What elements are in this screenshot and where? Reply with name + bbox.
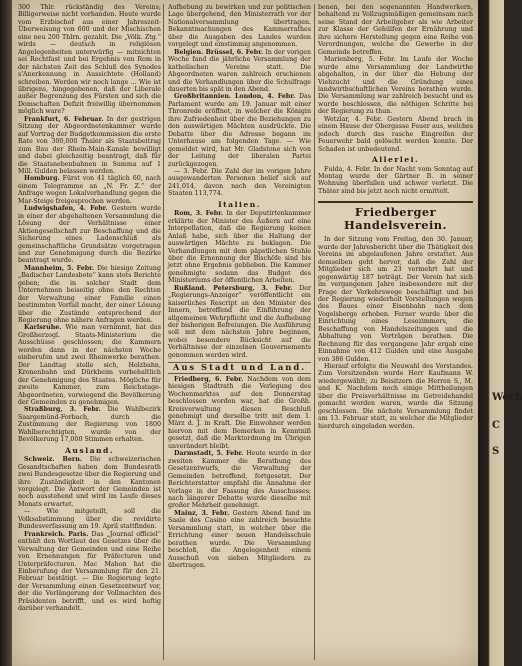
paragraph-text: In der vorigen Woche fand die jährliche Versammlung der katholischen Vereine statt. Die Abgeordneten waren zahlreich erschienen und die Verhandlungen über die Schulfrage dauerten bis spät in den Abend. (168, 48, 312, 93)
dateline: Mainz, 3. Febr. (174, 509, 230, 517)
paragraph (168, 450, 311, 510)
column-2 (168, 4, 311, 660)
next-page-fragment: Wech (492, 392, 522, 403)
paragraph (18, 205, 161, 265)
article-title: Friedberger Handelsverein. (318, 201, 473, 232)
paragraph: Fulda, 4. Febr. In der Nacht vom Sonntag auf Montag wurde der Gärtner B. in seiner Wohnung überfallen und schwer verletzt. Die Thäter sind bis jetzt noch nicht ermittelt. (318, 165, 473, 195)
section-heading: Allerlei. (371, 155, 420, 165)
paragraph-text: Gestern Abend fand im Saale des Casino eine zahlreich besuchte Versammlung statt, in welcher über die Errichtung einer neuen Handelsschule berathen wurde. Die Versammlung beschloß, die Angelegenheit einem Ausschuß von sieben Mitgliedern zu übertragen. (168, 509, 311, 570)
paragraph (18, 116, 161, 176)
paragraph (18, 175, 161, 205)
paragraph-text: Das „Journal officiel“ enthält den Wortlaut des Gesetzes über die Verwaltung der Gemeinden und eine Reihe von Ernennungen für Präfecturen und Unterpräfecturen. Mac Mahon hat die Einberufung der Versammlung für den 21. Februar bestätigt. — Die Regierung legte der Versammlung einen Gesetzentwurf vor, der die Verlängerung der Vollmachten des Präsidenten betrifft, und es wird heftig darüber verhandelt. (18, 530, 161, 613)
column-divider (314, 4, 315, 660)
dateline: Homburg. (24, 175, 60, 183)
dateline: Frankfurt, 6. Februar. (24, 115, 104, 123)
paragraph-text: Das Parlament wurde am 19. Januar mit einer Thronrede eröffnet, in welcher die Königin ihre Zufriedenheit über die Beziehungen zu den auswärtigen Mächten ausdrückte. Die Debatte über die Adresse begann im Unterhause am folgenden Tage. — Wie gemeldet wird, hat Mr. Gladstone sich von der Leitung der liberalen Partei zurückgezogen. (168, 93, 311, 168)
paragraph-text: Fürst von 41 täglich 60, nach einem Telegramme an „N. Fr. Z.“ der Anfrage wegen Lokalverhandlung gegen die Mar-Steige freigesprochen werden. (18, 175, 161, 205)
paragraph (18, 531, 161, 613)
dateline: Großbritannien. London, 4. Febr. (174, 93, 296, 101)
paragraph: Wetzlar, 4. Febr. Gestern Abend brach in einem Hause der Obergasse Feuer aus, welches jedoch durch das rasche Eingreifen der Feuerwehr bald gelöscht werden konnte. Der Schaden ist unbedeutend. (318, 115, 473, 153)
paragraph (168, 510, 311, 570)
paragraph-text: Der „Regierungs-Anzeiger“ veröffentlicht ein kaiserliches Rescript an den Minister des Innern, betreffend die Einführung der allgemeinen Wehrpflicht und die Aufhebung der bisherigen Befreiungen. Die Ausführung soll mit dem nächsten Jahre beginnen, wobei besondere Rücksicht auf die Verhältnisse der einzelnen Gouvernements genommen werden wird. (168, 284, 311, 359)
paragraph (18, 456, 161, 508)
paragraph (168, 49, 311, 94)
dateline: Friedberg, 6. Febr. (174, 375, 244, 383)
section-heading: Italien. (218, 199, 261, 209)
paragraph-text: Die Wahlbezirk Saargemünd-Forbach, durch die Zustimmung der Regierung von 1800 Wahlberechtigten, wurde von der Bevölkerung 17,000 Stimmen erhalten. (18, 406, 161, 444)
paragraph (168, 285, 311, 360)
paragraph (18, 324, 161, 406)
paragraph (18, 406, 161, 443)
next-page-fragment: C (492, 420, 500, 431)
paragraph-text: Gestern wurde in einer der abgehaltenen Versammlung die Lösung der Verhältnisse einer Aktiengesellschaft zur Beschaffung und die Sicherung eines Ladenschluß als gemeinschaftliche Grundsätze vorgetragen und zur Genehmigung durch die Bezirke beantragt wurde. (18, 205, 161, 265)
paragraph: In der Sitzung vom Freitag, den 30. Januar, wurde der Jahresbericht über die Thätigkeit des Vereins im abgelaufenen Jahre erstattet. Aus demselben geht hervor, daß die Zahl der Mitglieder sich um 23 vermehrt hat und gegenwärtig 187 beträgt. Der Verein hat sich im vergangenen Jahre insbesondere mit der Frage der Verkehrswege beschäftigt und bei der Regierung wiederholt Vorstellungen wegen des Baues einer Eisenbahn nach dem Vogelsberge erhoben. Ferner wurde über die Einrichtung eines Lesezimmers, die Beschaffung von Handelszeitungen und die Abhaltung von Vorträgen berathen. Die Rechnung für das vergangene Jahr ergab eine Einnahme von 412 Gulden und eine Ausgabe von 386 Gulden. (318, 236, 473, 363)
dateline: Ludwigshafen, 4. Febr. (24, 205, 108, 213)
paragraph (18, 265, 161, 325)
paragraph: Hierauf erfolgte die Neuwahl des Vorstandes. Zum Vorsitzenden wurde Herr Kaufmann W. wiedergewählt; zu Beisitzern die Herren S., M. und K. Nachdem noch einige Mittheilungen über die Preisverhältnisse im Getreidehandel gemacht worden waren, wurde die Sitzung geschlossen. Die nächste Versammlung findet am 13. Februar statt, zu welcher die Mitglieder hierdurch eingeladen werden. (318, 363, 473, 430)
paragraph-text: Heute wurde in der zweiten Kammer die Berathung des Gesetzentwurfs, die Verwaltung der Gemeinden betreffend, fortgesetzt. Der Berichterstatter empfahl die Annahme der Vorlage in der Fassung des Ausschusses; nach längerer Debatte wurde dieselbe mit großer Mehrheit genehmigt. (168, 450, 311, 510)
dateline: Mannheim, 5. Febr. (24, 264, 95, 272)
section-heading: Aus Stadt und Land. (168, 362, 311, 373)
dateline: Straßburg, 3. Febr. (24, 406, 101, 414)
newspaper-page (12, 0, 478, 666)
dateline: Karlsruhe. (24, 324, 62, 332)
paragraph: — Wie mitgeteilt, soll die Volksabstimmung über die revidirte Bundesverfassung am 19. April stattfinden. (18, 508, 161, 531)
paragraph-text: Wie man vernimmt, hat das Großherzogl. Staats-Ministerium die Ausschüsse geschlossen; die Kammern werden dann in der nächsten Woche einberufen und zwei Rheinwerke berathen. Der Landtag stelle sich, Holzbahn, Kronenbahn und Dürkheim vorbehaltlich der Genehmigung des Staates. Mögliche für zweite Kammer, zum Reichstage-Abgeordneten, vorwiegend die Bevölkerung der Gemeinden zu genehmigen. (18, 324, 161, 407)
section-heading: Ausland. (65, 445, 114, 455)
paragraph-text: Die hiesige Zeitung „Badischer Landesbote“ kann stets Berichte geben; die in solcher Stadt dem Unternehmen beiseitig ohne den Rechten der Verwaltung einer Familie einen bestimmten Vorfall macht, der einer Lösung über die Zustände entsprechend der Regierung ohne nähere Anfragen werden. (18, 264, 161, 325)
column-3 (318, 4, 473, 660)
column-divider (163, 4, 164, 660)
column-1 (18, 4, 161, 660)
paragraph: benen, bei den sogenannten Handwerkern, behaltend zu Vollzugsmäßigen gemeinsam nach seine Stand der Arbeitgeber als wie Arbeiter zur Klasse der Gehülfen der Ernährung und ihre sichere Herstellung gegen eine Reihe von Verordnungen, welche die Gewerbe in der Gemeinde betreffen. (318, 4, 473, 56)
dateline: Schweiz. Bern. (24, 456, 82, 464)
book-spine (0, 0, 12, 666)
paragraph: — 3. Febr. Die Zahl der im vorigen Jahre ausgewanderten Personen belief sich auf 241,014, davon nach den Vereinigten Staaten 113,774. (168, 167, 311, 198)
paragraph (168, 93, 311, 168)
paragraph (168, 210, 311, 285)
paragraph (168, 376, 311, 451)
paragraph: Aufhebung zu bewirken und zur politischen Lage übergehend, den Ministerrath vor der Nationalversammlung übertragen. Bekanntmachungen des Kammerrathes über die Ausgaben des Landes wurden vorgelegt und einstimmig angenommen. (168, 4, 311, 49)
dateline: Rom, 3. Febr. (174, 210, 224, 218)
next-page-edge (478, 0, 504, 666)
paragraph: Marienberg, 5. Febr. Im Laufe der Woche wurde eine Versammlung der Landwirthe abgehalten, in der über die Hebung der Viehzucht und die Gründung eines landwirthschaftlichen Vereins berathen wurde. Die Versammlung war zahlreich besucht und es wurde beschlossen, die nöthigen Schritte bei der Regierung zu thun. (318, 56, 473, 116)
dateline: Belgien. Brüssel, 6. Febr. (174, 48, 264, 56)
paragraph-text: In der gestrigen Sitzung der Abgeordnetenkammer wurde auf Vortrag der Budgetkommission die erste Rate von 300,000 Thaler als Staatsbeitrag zum Bau der Rhein-Main-Kanale bewilligt und dabei gleichzeitig beantragt, daß für die Staatsnebenbahnen in Summa auf 1 Mill. Gulden belassen werden. (18, 115, 161, 175)
paragraph: 300 Thlr. rückständig des Vereins; Billigerweise nicht vorhanden. Heute wurde vom Erzbischof aus einer Jahreszeit-Überweisung von 600 und der Mischischen eine neu 200 Thlrn. gezahlt. Die „Völk. Ztg.“ wirds — deutsch in religiösen Angelegenheiten unterwürfig — mitnichten sei Rechtfast und bei Ergebnis von Rom in der nächsten Zeit des Schluß des Synodes s'Anerkennung in Aussichtete (Holland) schreiben. Werden wir noch lange ... Wie ist übrigens, hingegebenen, daß der Liberale außer Begrenzung des Fürsten und sich die Domschaften Defizit freiwillig übernommen möglich ware? (18, 4, 161, 116)
paragraph-text: Die schweizerischen Gesandtschaften haben dem Bundesrath zwei Bundesgesetze über die Regierung und ihre Zuständigkeit in den Kantonen vorgelegt. Die Antwort der Gemeinden ist noch ausstehend und wird im Laufe dieses Monats erwartet. (18, 456, 161, 508)
dateline: Darmstadt, 5. Febr. (174, 450, 244, 458)
paragraph-text: In der Deputirtenkammer erklärte der Minister des Äußern auf eine Interpellation, daß die Regierung keinen Anlaß habe, sich über die Haltung der auswärtigen Mächte zu beklagen. Die Verhandlungen mit dem päpstlichen Stuhle über die Ernennung der Bischöfe sind bis jetzt ohne Ergebnis geblieben. Die Kammer genehmigte sodann das Budget des Ministeriums der öffentlichen Arbeiten. (168, 210, 311, 285)
paragraph-text: Nachdem von dem hiesigen Stadtrath die Verlegung des Wochenmarktes auf den Donnerstag beschlossen worden war, hat die Großh. Kreisverwaltung diesen Beschluß genehmigt und derselbe tritt mit dem 1. März d. J. in Kraft. Die Einwohner werden hiervon mit dem Bemerken in Kenntniß gesetzt, daß die Marktordnung im Übrigen unverändert bleibt. (168, 375, 311, 450)
next-page-fragment: S (492, 446, 500, 457)
dateline: Rußland. Petersburg, 3. Febr. (174, 284, 293, 292)
dateline: Frankreich. Paris. (24, 530, 89, 538)
